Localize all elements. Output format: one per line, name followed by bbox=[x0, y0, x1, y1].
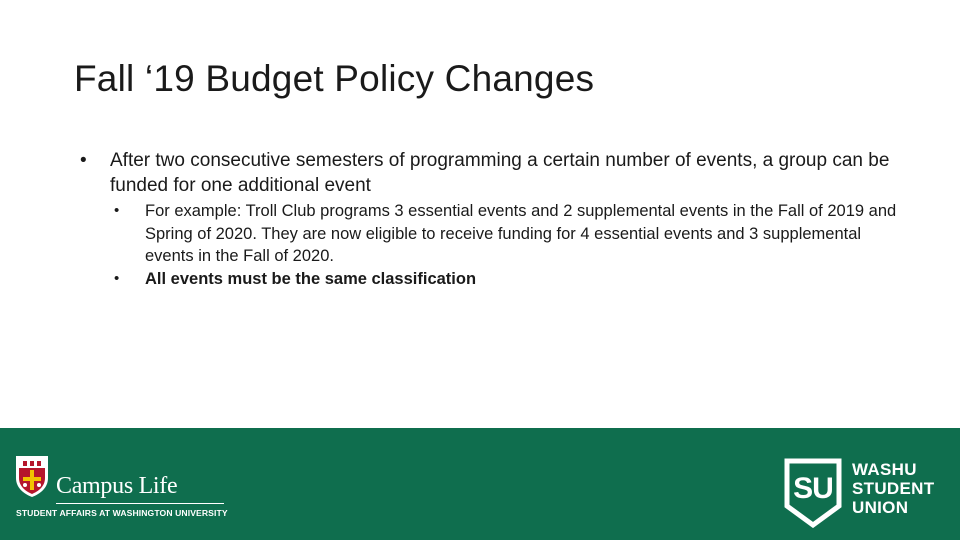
sub-bullet-item bbox=[114, 268, 900, 291]
university-shield-icon bbox=[14, 454, 50, 498]
slide-body bbox=[80, 148, 900, 290]
su-letters: SU bbox=[793, 472, 833, 505]
su-line-3: UNION bbox=[852, 498, 909, 517]
bullet-item bbox=[80, 148, 900, 198]
sub-bullet-list bbox=[114, 200, 900, 290]
bullet-text: After two consecutive semesters of programming a certain number of events, a group can be funded for one additional event bbox=[110, 150, 890, 196]
divider bbox=[56, 503, 224, 504]
su-line-2: STUDENT bbox=[852, 479, 935, 498]
campus-life-tagline: STUDENT AFFAIRS AT WASHINGTON UNIVERSITY bbox=[16, 508, 228, 518]
su-wordmark bbox=[852, 460, 934, 517]
su-shield-icon bbox=[784, 458, 842, 528]
bullet-icon: • bbox=[114, 269, 120, 287]
footer-band bbox=[0, 428, 960, 540]
bullet-icon: • bbox=[114, 202, 120, 219]
sub-bullet-item bbox=[114, 200, 900, 268]
bullet-icon: • bbox=[80, 150, 87, 171]
sub-bullet-text: For example: Troll Club programs 3 essential events and 2 supplemental events in the Fall of 2019 and Spring of 2020. They are now eligible to receive funding for 4 essential events and 3 supplemental events in the Fall of 2020. bbox=[145, 202, 897, 265]
sub-bullet-text: All events must be the same classification bbox=[145, 269, 477, 288]
su-line-1: WASHU bbox=[852, 460, 917, 479]
slide-title: Fall ‘19 Budget Policy Changes bbox=[74, 58, 595, 99]
campus-life-wordmark: Campus Life bbox=[56, 473, 178, 499]
